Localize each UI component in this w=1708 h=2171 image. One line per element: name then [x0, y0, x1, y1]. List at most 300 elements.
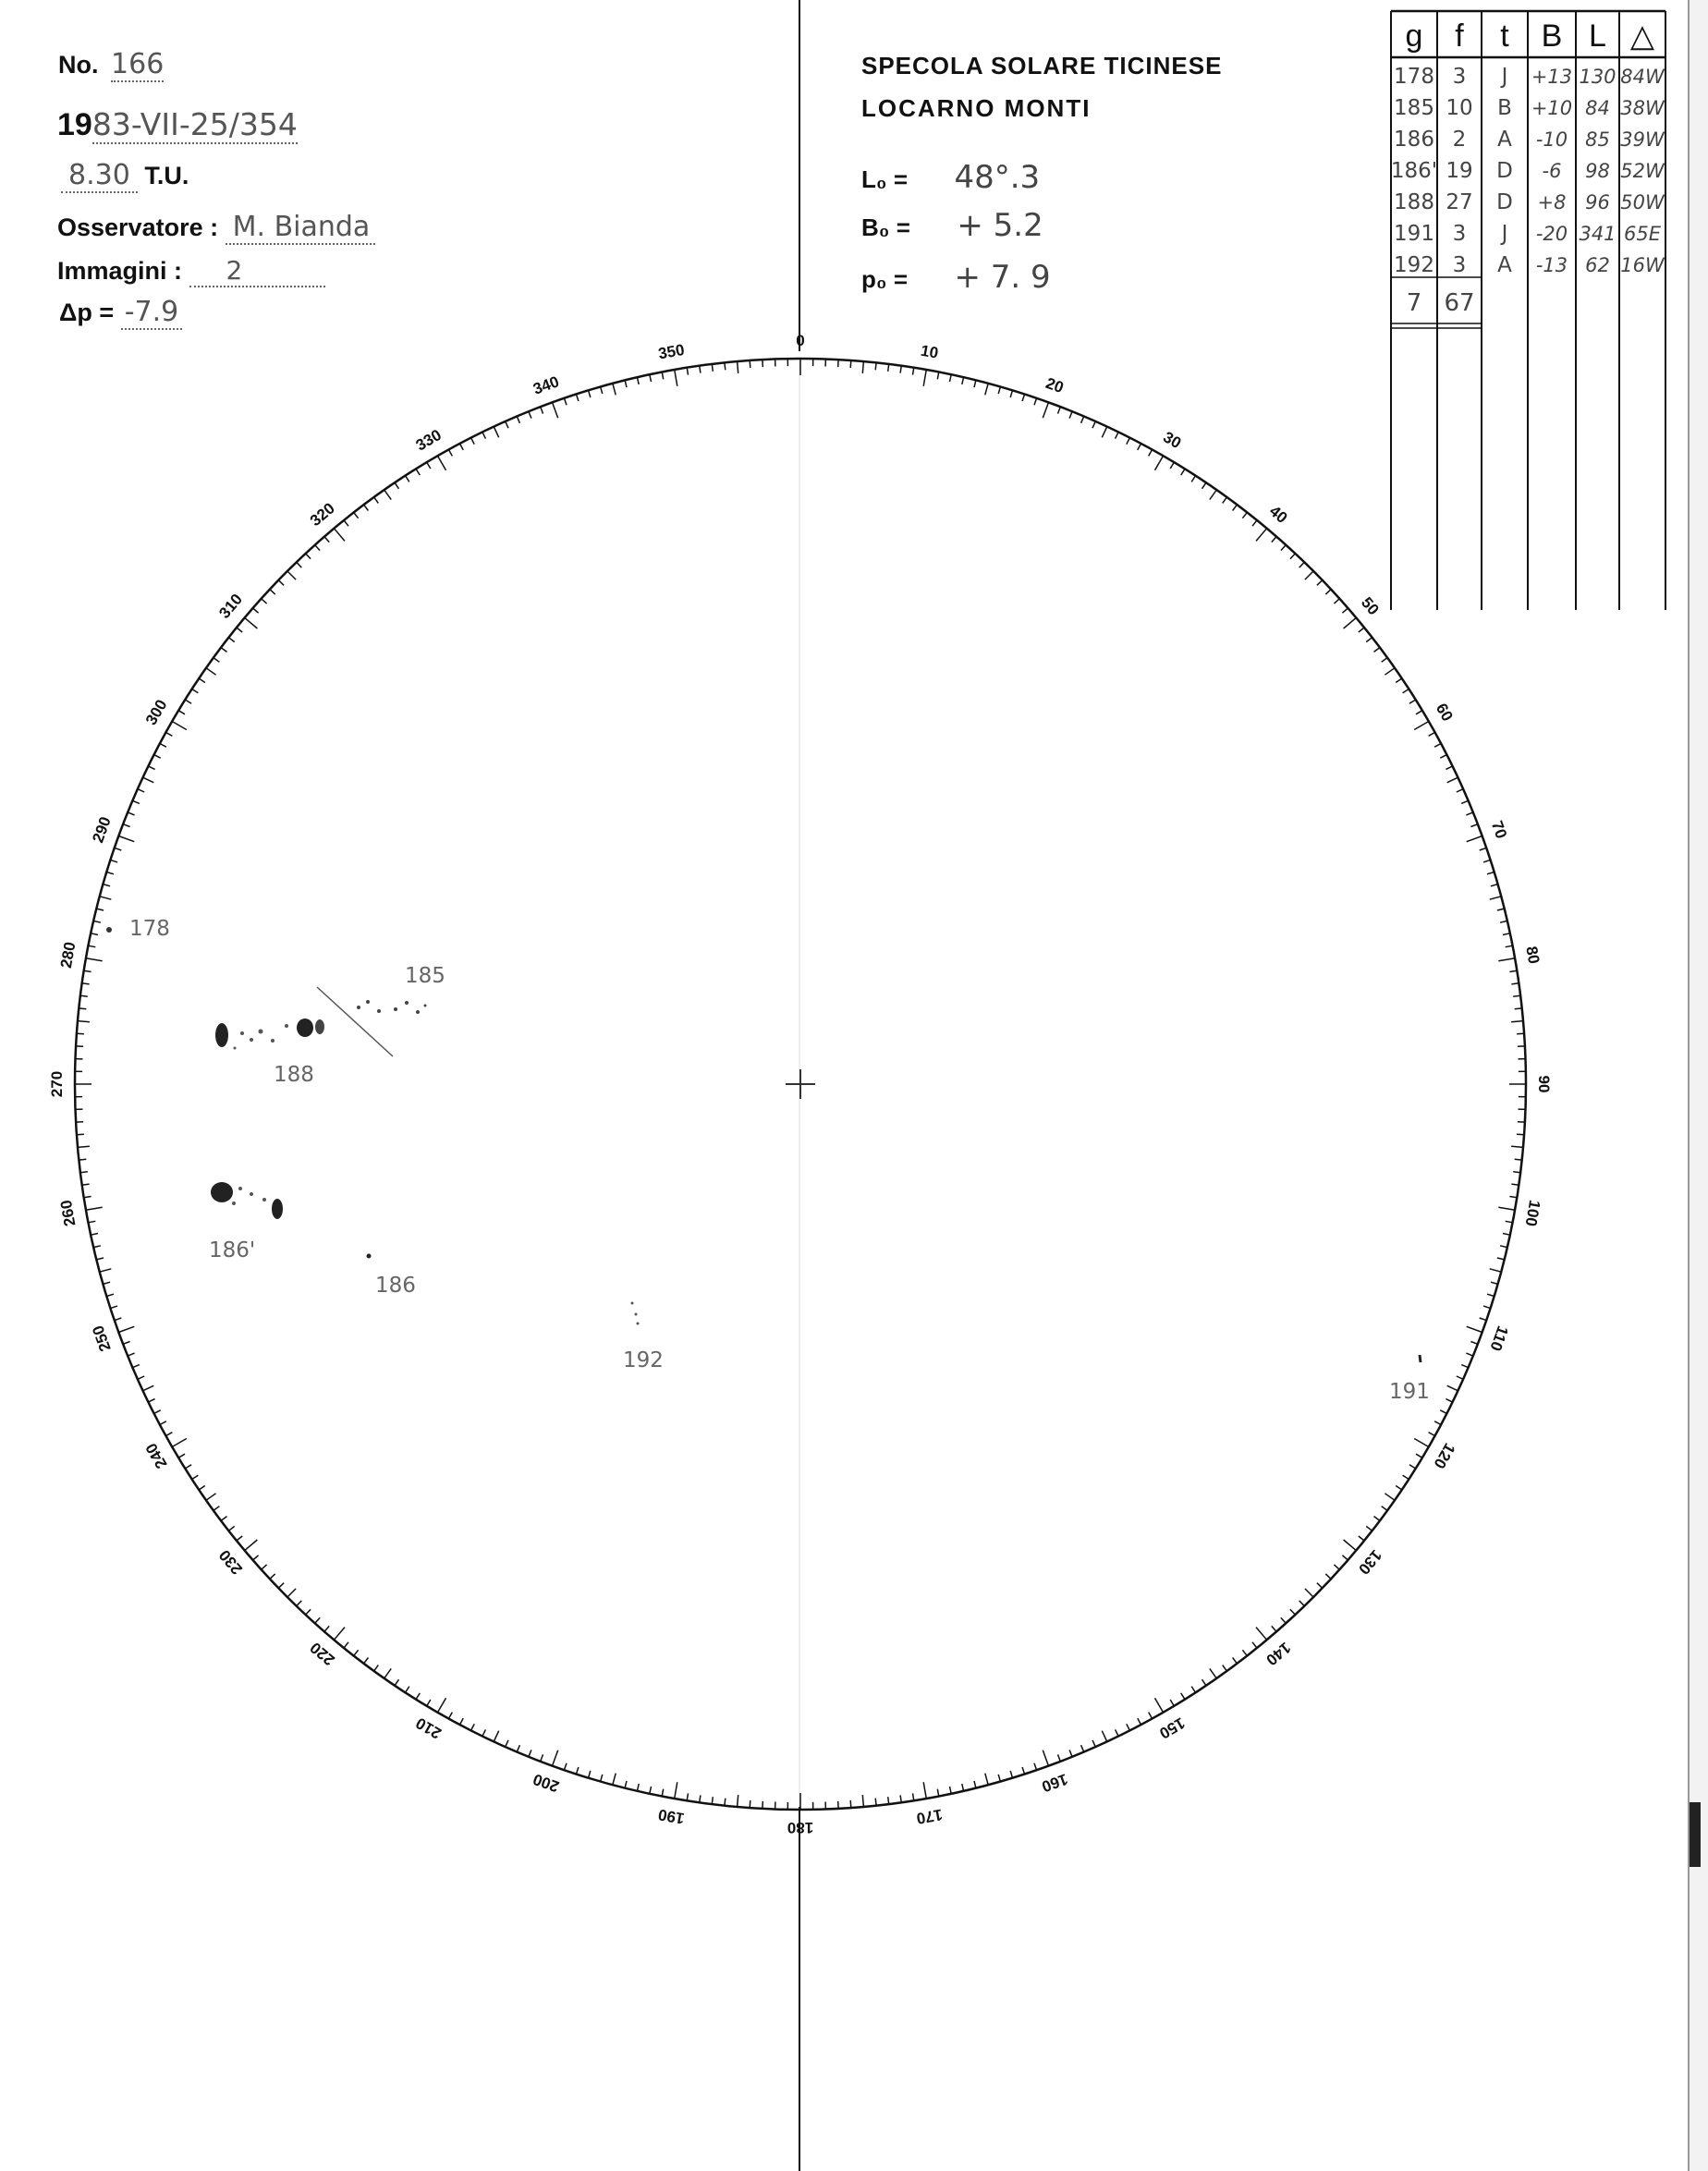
spot: [416, 1010, 420, 1014]
angle-tick: [1202, 482, 1207, 489]
angle-tick: [1497, 909, 1505, 910]
angle-tick: [315, 545, 320, 551]
center-cross: [786, 1069, 815, 1099]
angle-tick: [1334, 1565, 1339, 1569]
table-cell: 191: [1394, 222, 1434, 246]
angle-tick: [1034, 1763, 1037, 1771]
angle-tick: [471, 438, 475, 445]
spot: [259, 1030, 263, 1034]
angle-tick: [123, 824, 130, 827]
angle-tick: [88, 945, 95, 946]
angle-tick: [1281, 1617, 1286, 1623]
angle-tick: [937, 1789, 939, 1797]
angle-tick: [262, 599, 267, 604]
angle-tick: [1440, 1410, 1446, 1414]
spot-group-192: [631, 1302, 640, 1325]
angle-tick: [1170, 1700, 1174, 1706]
angle-tick: [1457, 1376, 1463, 1379]
angle-tick: [427, 462, 431, 469]
angle-tick: [1416, 711, 1422, 714]
angle-tick: [1069, 411, 1072, 418]
angle-tick: [1149, 449, 1153, 456]
angle-tick: [160, 1421, 166, 1425]
angle-label: 180: [787, 1819, 814, 1836]
angle-label: 260: [56, 1199, 79, 1228]
angle-tick: [78, 1021, 90, 1022]
angle-label: 300: [141, 696, 171, 728]
observer-value: M. Bianda: [226, 211, 376, 245]
angle-tick: [1503, 933, 1510, 935]
table-cell: 178: [1394, 65, 1434, 89]
angle-tick: [1317, 1583, 1323, 1589]
angle-tick: [138, 789, 144, 792]
angle-tick: [1081, 416, 1084, 422]
angle-tick: [1272, 537, 1276, 543]
angle-tick: [344, 1642, 348, 1648]
angle-label: 20: [1043, 373, 1067, 397]
angle-tick: [1022, 1767, 1025, 1775]
angle-tick: [1155, 1698, 1164, 1713]
angle-tick: [923, 1782, 926, 1799]
angle-tick: [1299, 1601, 1305, 1606]
angle-tick: [1416, 1454, 1422, 1457]
angle-tick: [82, 1184, 90, 1185]
angle-tick: [1149, 1713, 1153, 1719]
table-total-cell: 7: [1406, 289, 1422, 317]
table-cell: 65E: [1624, 223, 1661, 245]
angle-tick: [1127, 1724, 1130, 1730]
angle-tick: [192, 689, 199, 693]
angle-label: 310: [215, 590, 247, 622]
angle-tick: [86, 958, 103, 961]
angle-tick: [1242, 512, 1247, 518]
angle-tick: [1223, 1665, 1227, 1672]
angle-tick: [553, 1750, 558, 1766]
angle-tick: [985, 1774, 988, 1786]
angle-tick: [482, 432, 486, 438]
angle-tick: [1487, 872, 1494, 874]
spot: [215, 1023, 228, 1047]
angle-tick: [1490, 1269, 1502, 1272]
angle-tick: [725, 362, 726, 370]
table-cell: 38W: [1620, 97, 1665, 119]
angle-tick: [1170, 462, 1174, 469]
time-unit: T.U.: [144, 162, 189, 189]
angle-tick: [900, 1795, 901, 1802]
angle-tick: [1210, 1668, 1217, 1678]
angle-tick: [1511, 1184, 1519, 1185]
angle-label: 70: [1487, 818, 1511, 841]
angle-tick: [1467, 836, 1482, 842]
spot: [211, 1182, 233, 1202]
table-cell: 39W: [1620, 128, 1665, 151]
angle-tick: [1256, 1628, 1267, 1640]
angle-tick: [1457, 789, 1463, 792]
angle-tick: [93, 1246, 101, 1248]
table-header-cell: t: [1500, 18, 1509, 54]
angle-tick: [1447, 1385, 1458, 1391]
angle-tick: [287, 571, 296, 579]
angle-tick: [427, 1700, 431, 1706]
angle-label: 40: [1265, 502, 1291, 528]
angle-tick: [850, 360, 851, 368]
angle-tick: [82, 983, 90, 984]
table-cell: 19: [1446, 159, 1473, 183]
angle-tick: [154, 1410, 161, 1414]
angle-label: 340: [531, 372, 562, 398]
angle-tick: [1483, 860, 1491, 862]
angle-tick: [384, 1668, 392, 1678]
table-cell: J: [1501, 222, 1508, 246]
angle-tick: [172, 722, 187, 730]
table-cell: 16W: [1620, 254, 1665, 276]
angle-tick: [364, 1658, 369, 1664]
angle-tick: [712, 1797, 713, 1804]
angle-tick: [637, 377, 639, 384]
angle-tick: [110, 860, 117, 862]
angle-tick: [1480, 1318, 1487, 1321]
angle-tick: [1403, 1475, 1409, 1479]
angle-tick: [297, 562, 302, 567]
angle-label: 10: [919, 341, 940, 362]
angle-tick: [245, 617, 258, 628]
angle-tick: [1233, 1658, 1238, 1664]
spot: [631, 1302, 634, 1305]
table-cell: 2: [1452, 128, 1467, 152]
angle-tick: [541, 407, 543, 414]
spot: [635, 1313, 638, 1316]
angle-tick: [1446, 766, 1452, 770]
angle-tick: [937, 372, 939, 379]
angle-label: 130: [1354, 1546, 1385, 1579]
angle-tick: [974, 380, 976, 387]
angle-tick: [354, 1650, 359, 1655]
angle-tick: [494, 1731, 499, 1742]
angle-label: 90: [1535, 1075, 1553, 1093]
angle-tick: [675, 370, 677, 386]
angle-tick: [950, 1787, 952, 1794]
angle-tick: [79, 1008, 86, 1009]
table-cell: D: [1496, 159, 1513, 183]
spot-group-191: [1420, 1355, 1421, 1362]
angle-tick: [278, 1583, 284, 1589]
angle-tick: [1461, 1365, 1468, 1368]
angle-tick: [1102, 1731, 1107, 1742]
table-header-cell: g: [1405, 18, 1423, 54]
spot: [262, 1198, 266, 1201]
angle-tick: [471, 1724, 475, 1730]
spot: [637, 1323, 640, 1325]
angle-tick: [138, 1376, 144, 1379]
angle-label: 150: [1156, 1714, 1189, 1743]
table-cell: 188: [1394, 190, 1434, 214]
angle-tick: [589, 1771, 591, 1778]
table-cell: 52W: [1620, 160, 1665, 182]
angle-tick: [687, 1793, 688, 1800]
angle-tick: [143, 777, 154, 783]
angle-tick: [1409, 700, 1416, 703]
sheet-number-label: No.: [58, 51, 99, 79]
group-label-191: 191: [1389, 1380, 1430, 1404]
spot: [285, 1024, 288, 1028]
angle-label: 0: [796, 332, 805, 349]
angle-tick: [553, 402, 558, 418]
delta-p-label: Δp =: [59, 299, 115, 326]
group-label-185: 185: [405, 964, 445, 988]
angle-tick: [1503, 1234, 1510, 1236]
angle-tick: [110, 1306, 117, 1309]
angle-tick: [1299, 562, 1305, 567]
table-cell: 3: [1452, 222, 1467, 246]
table-header-cell: △: [1629, 18, 1655, 54]
angle-label: 220: [306, 1638, 338, 1669]
angle-tick: [506, 421, 508, 428]
angle-tick: [460, 1718, 464, 1725]
angle-label: 160: [1039, 1770, 1070, 1796]
angle-tick: [1344, 617, 1357, 628]
table-cell: 3: [1452, 253, 1467, 277]
angle-tick: [192, 1475, 199, 1479]
angle-tick: [1506, 945, 1513, 946]
angle-tick: [875, 362, 876, 370]
angle-tick: [103, 884, 110, 886]
param-b0-value: + 5.2: [957, 207, 1043, 244]
angle-tick: [100, 896, 112, 899]
angle-tick: [416, 1693, 420, 1700]
angle-tick: [650, 374, 652, 382]
angle-tick: [1374, 648, 1380, 653]
angle-tick: [1517, 1033, 1524, 1034]
angle-tick: [1252, 520, 1257, 526]
angle-tick: [875, 1799, 876, 1806]
angle-tick: [374, 1665, 379, 1672]
spot-group-185: [317, 987, 427, 1056]
angle-tick: [576, 1767, 579, 1775]
spot: [106, 927, 112, 933]
angle-tick: [1517, 1134, 1524, 1135]
angle-tick: [206, 1494, 216, 1501]
angle-tick: [185, 1465, 191, 1469]
angle-tick: [237, 1536, 242, 1541]
table-cell: J: [1501, 65, 1508, 89]
angle-tick: [998, 386, 1000, 394]
table-cell: D: [1496, 190, 1513, 214]
spot: [232, 1201, 236, 1205]
table-cell: 3: [1452, 65, 1467, 89]
table-cell: 10: [1446, 96, 1473, 120]
angle-tick: [100, 1269, 112, 1272]
angle-tick: [384, 490, 392, 500]
angle-tick: [625, 1781, 627, 1788]
images-value: 2: [189, 255, 326, 287]
angle-tick: [700, 1795, 701, 1802]
angle-tick: [96, 909, 104, 910]
group-labels: [129, 917, 1430, 1404]
angle-label: 190: [656, 1805, 686, 1828]
angle-tick: [913, 368, 914, 375]
angle-tick: [324, 1626, 329, 1631]
angle-tick: [115, 1318, 122, 1321]
table-header-cell: B: [1541, 18, 1563, 54]
table-cell: 84W: [1620, 66, 1665, 88]
group-label-178: 178: [129, 917, 170, 941]
group-label-186: 186: [375, 1274, 416, 1298]
table-cell: 98: [1585, 160, 1610, 182]
angle-tick: [1290, 1609, 1296, 1615]
table-cell: +13: [1531, 66, 1573, 88]
angle-tick: [1252, 1642, 1257, 1648]
angle-tick: [306, 1609, 311, 1615]
angle-tick: [1010, 390, 1012, 397]
angle-tick: [1366, 1526, 1372, 1531]
angle-tick: [91, 933, 98, 935]
angle-tick: [270, 1574, 275, 1579]
angle-tick: [315, 1617, 320, 1623]
angle-label: 320: [306, 499, 338, 531]
param-l0-value: 48°.3: [954, 159, 1041, 196]
angle-tick: [1081, 1745, 1084, 1751]
angle-label: 80: [1522, 945, 1543, 966]
solar-disk: [48, 332, 1553, 1836]
angle-label: 330: [412, 425, 445, 455]
angle-tick: [712, 364, 713, 372]
angle-tick: [1344, 1540, 1357, 1551]
angle-tick: [1272, 1626, 1276, 1631]
angle-tick: [1058, 407, 1061, 414]
angle-tick: [1010, 1771, 1012, 1778]
angle-tick: [494, 427, 499, 438]
angle-tick: [1466, 1353, 1472, 1356]
angle-tick: [160, 744, 166, 748]
table-cell: 96: [1585, 191, 1610, 213]
angle-tick: [687, 368, 688, 375]
angle-tick: [1498, 958, 1515, 961]
angle-tick: [650, 1787, 652, 1794]
angle-tick: [589, 390, 591, 397]
angle-tick: [1409, 1465, 1416, 1469]
angle-tick: [1506, 1221, 1513, 1223]
angle-tick: [228, 638, 234, 642]
angle-tick: [662, 372, 664, 379]
angle-tick: [86, 1207, 103, 1210]
angle-tick: [165, 732, 172, 736]
table-cell: +8: [1537, 191, 1567, 213]
angle-tick: [1509, 970, 1517, 971]
angle-tick: [637, 1784, 639, 1791]
angle-tick: [253, 1555, 259, 1560]
angle-tick: [1498, 1207, 1515, 1210]
angle-tick: [214, 1506, 220, 1511]
angle-tick: [913, 1793, 914, 1800]
angle-tick: [1366, 638, 1372, 642]
angle-tick: [1317, 580, 1323, 586]
angle-tick: [297, 1601, 302, 1606]
angle-tick: [1500, 921, 1507, 922]
table-cell: 186: [1394, 128, 1434, 152]
angle-tick: [118, 836, 134, 842]
angle-tick: [564, 1763, 567, 1771]
spot: [315, 1019, 324, 1034]
angle-tick: [1242, 1650, 1247, 1655]
angle-tick: [143, 1385, 154, 1391]
angle-tick: [1414, 722, 1429, 730]
spot: [1420, 1355, 1421, 1362]
spot: [250, 1192, 253, 1196]
angle-tick: [1487, 1294, 1494, 1296]
angle-tick: [1233, 505, 1238, 510]
angle-tick: [245, 1540, 258, 1551]
angle-label: 50: [1357, 593, 1383, 619]
angle-tick: [1359, 628, 1364, 632]
angle-tick: [80, 1172, 88, 1173]
angle-tick: [482, 1729, 486, 1736]
angle-tick: [118, 1326, 134, 1332]
table-cell: 50W: [1620, 191, 1665, 213]
angle-tick: [91, 1234, 98, 1236]
angle-tick: [1429, 732, 1435, 736]
date-prefix: 19: [57, 107, 92, 142]
angle-tick: [1290, 554, 1296, 559]
angle-label: 120: [1430, 1440, 1459, 1472]
spot: [405, 1001, 409, 1005]
angle-tick: [1342, 1555, 1348, 1560]
angle-label: 60: [1432, 700, 1457, 725]
angle-tick: [1281, 545, 1286, 551]
angle-label: 290: [89, 814, 115, 846]
angle-tick: [334, 529, 345, 542]
angle-tick: [985, 384, 988, 396]
angle-tick: [888, 1797, 889, 1804]
spot-group-186: [367, 1254, 372, 1259]
table-cell: 84: [1585, 97, 1610, 119]
angle-tick: [900, 366, 901, 373]
angle-tick: [96, 1258, 104, 1260]
angle-tick: [850, 1800, 851, 1808]
spot-group-178: [106, 927, 112, 933]
angle-tick: [199, 1486, 205, 1491]
angle-label: 350: [656, 340, 686, 363]
angle-tick: [1513, 1172, 1520, 1173]
angle-tick: [506, 1740, 508, 1747]
table-cell: 62: [1585, 254, 1610, 276]
angle-tick: [172, 1439, 187, 1447]
angle-tick: [1403, 689, 1409, 693]
angle-tick: [1446, 1399, 1452, 1403]
angle-tick: [1497, 1258, 1505, 1260]
table-cell: 186': [1390, 159, 1438, 183]
date-value: 83-VII-25/354: [92, 106, 298, 142]
angle-tick: [1490, 896, 1502, 899]
angle-tick: [541, 1754, 543, 1762]
angle-tick: [1116, 432, 1119, 438]
table-cell: -20: [1535, 223, 1568, 245]
table-cell: +10: [1531, 97, 1573, 119]
angle-tick: [1467, 1326, 1482, 1332]
angle-tick: [1305, 1589, 1313, 1597]
angle-tick: [675, 1782, 677, 1799]
angle-tick: [448, 1713, 452, 1719]
angle-tick: [79, 1159, 86, 1160]
spot: [250, 1038, 253, 1042]
angle-tick: [1181, 469, 1185, 475]
angle-tick: [1429, 1433, 1435, 1436]
time-value: 8.30: [61, 159, 138, 193]
angle-tick: [93, 921, 101, 922]
spot: [357, 1006, 360, 1009]
table-cell: B: [1497, 96, 1512, 120]
observer-label: Osservatore :: [57, 213, 219, 241]
angle-tick: [115, 848, 122, 850]
